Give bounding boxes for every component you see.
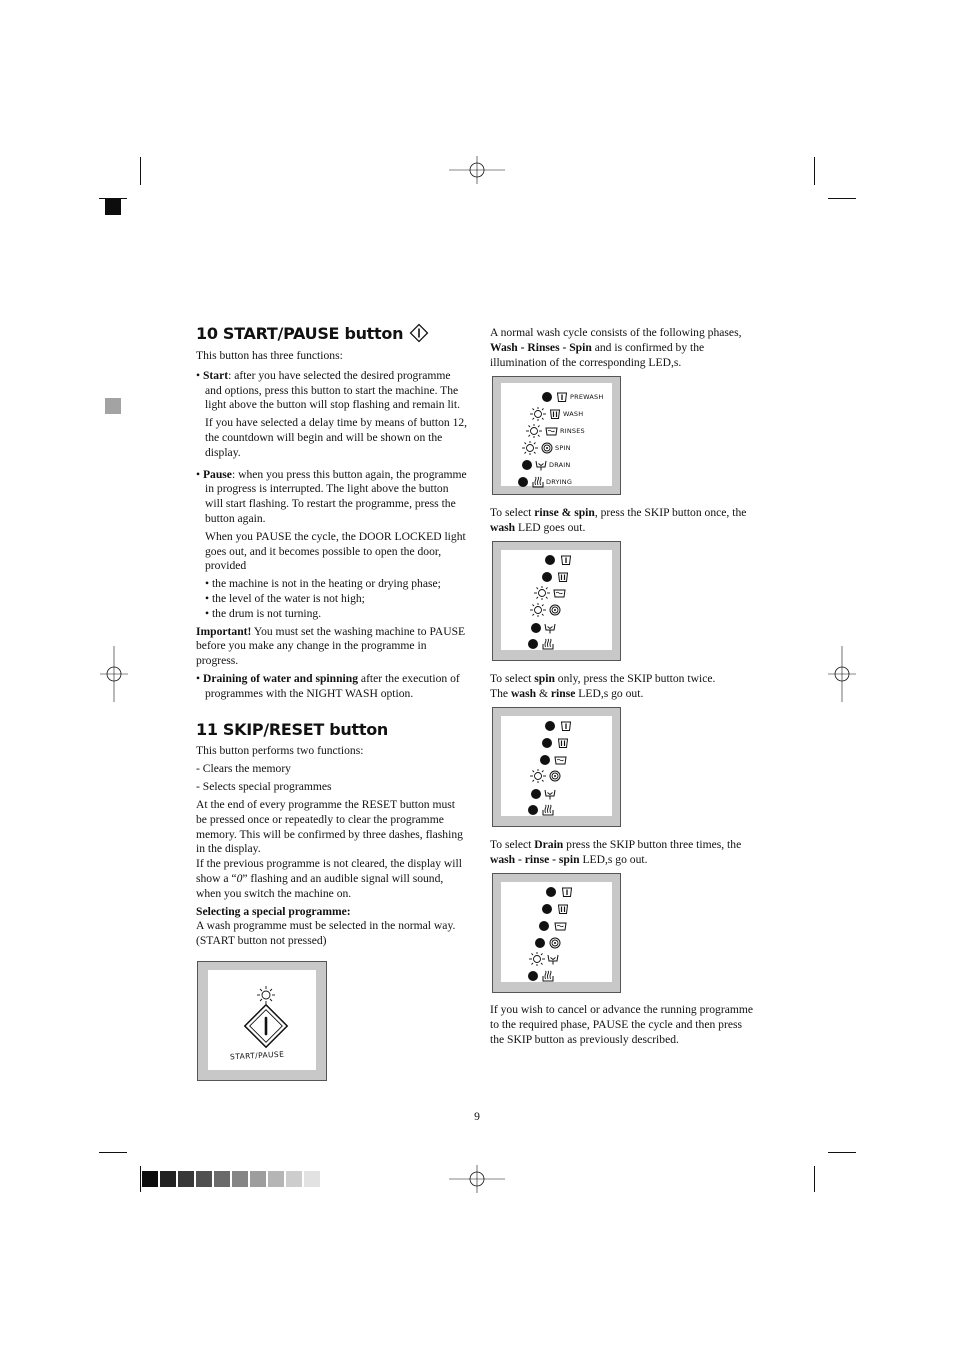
condition-item: • the drum is not turning. <box>205 606 322 620</box>
crop-mark <box>814 1166 815 1192</box>
pause-door-paragraph: When you PAUSE the cycle, the DOOR LOCKED light goes out, and it becomes possible to open the door, provided <box>205 529 466 573</box>
led-off-icon <box>544 720 556 732</box>
function-item: - Selects special programmes <box>196 780 332 794</box>
start-pause-illustration <box>197 961 327 1081</box>
black-tab-marker <box>105 199 121 215</box>
led-off-icon <box>541 391 553 403</box>
condition-item: • the level of the water is not high; <box>205 591 365 605</box>
start-paragraph: • Start: after you have selected the desired programme and options, press this button to start the machine. The light above the button will stop flashing and remain lit. <box>196 368 461 412</box>
crop-mark <box>814 157 815 185</box>
rinse-spin-paragraph: To select rinse & spin, press the SKIP button once, the wash LED goes out. <box>490 506 747 534</box>
special-programme-text: A wash programme must be selected in the normal way. (START button not pressed) <box>196 919 456 948</box>
led-off-icon <box>530 622 542 634</box>
drying-icon <box>532 476 544 488</box>
condition-item: • the machine is not in the heating or drying phase; <box>205 577 441 591</box>
color-swatch <box>250 1171 266 1187</box>
color-swatch <box>196 1171 212 1187</box>
start-pause-icon <box>409 323 429 343</box>
led-off-icon <box>527 638 539 650</box>
led-off-icon <box>544 554 556 566</box>
led-off-icon <box>539 754 551 766</box>
registration-mark-icon <box>449 1151 505 1207</box>
drying-icon <box>542 638 554 650</box>
led-panel-normal-cycle: PREWASH WASH RINSES SPIN DRAIN DRYING <box>492 376 621 495</box>
not-cleared-paragraph: If the previous programme is not cleared, the display will show a “0” flashing and an audible signal will sound, when you switch the machine on. <box>196 857 462 900</box>
draining-paragraph: • Draining of water and spinning after the execution of programmes with the NIGHT WASH option. <box>196 671 460 700</box>
prewash-icon <box>560 720 572 732</box>
led-panel-spin <box>492 707 621 827</box>
rinses-icon <box>553 588 566 598</box>
registration-mark-icon <box>449 142 505 198</box>
led-off-icon <box>530 788 542 800</box>
grey-tab-marker <box>105 398 121 414</box>
drying-icon <box>542 804 554 816</box>
led-off-icon <box>541 903 553 915</box>
normal-cycle-paragraph: A normal wash cycle consists of the following phases, Wash - Rinses - Spin and is confirmed by the illumination of the corresponding LED,s. <box>490 326 742 369</box>
crop-mark <box>140 157 141 185</box>
color-swatch <box>268 1171 284 1187</box>
spin-icon <box>549 770 561 782</box>
drain-icon <box>544 622 556 634</box>
led-lit-icon <box>529 769 547 783</box>
led-lit-icon <box>521 441 539 455</box>
led-panel-rinse-spin <box>492 541 621 661</box>
color-swatch <box>178 1171 194 1187</box>
led-lit-icon <box>529 603 547 617</box>
page-number: 9 <box>474 1110 480 1123</box>
color-swatch <box>214 1171 230 1187</box>
drain-icon <box>547 953 559 965</box>
led-lit-icon <box>525 424 543 438</box>
drain-paragraph: To select Drain press the SKIP button three times, the wash - rinse - spin LED,s go out. <box>490 838 742 866</box>
prewash-icon <box>561 886 573 898</box>
prewash-icon <box>556 391 568 403</box>
cancel-paragraph: If you wish to cancel or advance the running programme to the required phase, PAUSE the cycle and then press the SKIP button as previously described. <box>490 1003 754 1046</box>
crop-mark <box>828 1152 856 1153</box>
led-lit-icon <box>533 586 551 600</box>
color-swatch <box>232 1171 248 1187</box>
crop-mark <box>99 1152 127 1153</box>
section-10-intro: This button has three functions: <box>196 349 343 362</box>
led-off-icon <box>517 476 529 488</box>
crop-mark <box>140 1166 141 1192</box>
led-off-icon <box>521 459 533 471</box>
led-off-icon <box>545 886 557 898</box>
section-11-intro: This button performs two functions: <box>196 743 364 757</box>
led-off-icon <box>541 571 553 583</box>
section-10-title: 10 START/PAUSE button <box>196 323 404 343</box>
led-off-icon <box>541 737 553 749</box>
rinses-icon <box>554 921 567 931</box>
registration-mark-icon <box>86 646 142 702</box>
left-column <box>196 323 468 949</box>
color-swatch <box>286 1171 302 1187</box>
color-swatch <box>304 1171 320 1187</box>
wash-icon <box>557 903 569 915</box>
drain-icon <box>535 459 547 471</box>
start-pause-caption: START/PAUSE <box>229 1049 285 1062</box>
led-off-icon <box>527 804 539 816</box>
pause-paragraph: • Pause: when you press this button again, the programme in progress is interrupted. The light above the button will start flashing. To restart the programme, press the button again. <box>196 467 467 525</box>
prewash-icon <box>560 554 572 566</box>
rinses-icon <box>545 426 558 436</box>
led-lit-icon <box>528 952 546 966</box>
start-delay-paragraph: If you have selected a delay time by means of button 12, the countdown will begin and will be shown on the display. <box>205 416 468 459</box>
color-swatch <box>142 1171 158 1187</box>
color-swatch <box>160 1171 176 1187</box>
function-item: - Clears the memory <box>196 762 291 776</box>
drying-icon <box>542 970 554 982</box>
led-lit-icon <box>529 407 547 421</box>
special-programme-heading: Selecting a special programme: <box>196 904 351 918</box>
wash-icon <box>549 408 561 420</box>
wash-icon <box>557 737 569 749</box>
section-11-title: 11 SKIP/RESET button <box>196 719 388 739</box>
registration-mark-icon <box>814 646 870 702</box>
spin-icon <box>541 442 553 454</box>
spin-icon <box>549 937 561 949</box>
spin-icon <box>549 604 561 616</box>
led-off-icon <box>534 937 546 949</box>
led-off-icon <box>527 970 539 982</box>
led-panel-drain <box>492 873 621 993</box>
crop-mark <box>828 198 856 199</box>
wash-icon <box>557 571 569 583</box>
rinses-icon <box>554 755 567 765</box>
reset-paragraph: At the end of every programme the RESET button must be pressed once or repeatedly to clear the programme memory. This will be confirmed by three dashes, flashing in the display. <box>196 797 463 856</box>
important-paragraph: Important! You must set the washing machine to PAUSE before you make any change in the programme in progress. <box>196 624 466 668</box>
drain-icon <box>544 788 556 800</box>
spin-paragraph: To select spin only, press the SKIP button twice. The wash & rinse LED,s go out. <box>490 672 716 700</box>
led-off-icon <box>538 920 550 932</box>
